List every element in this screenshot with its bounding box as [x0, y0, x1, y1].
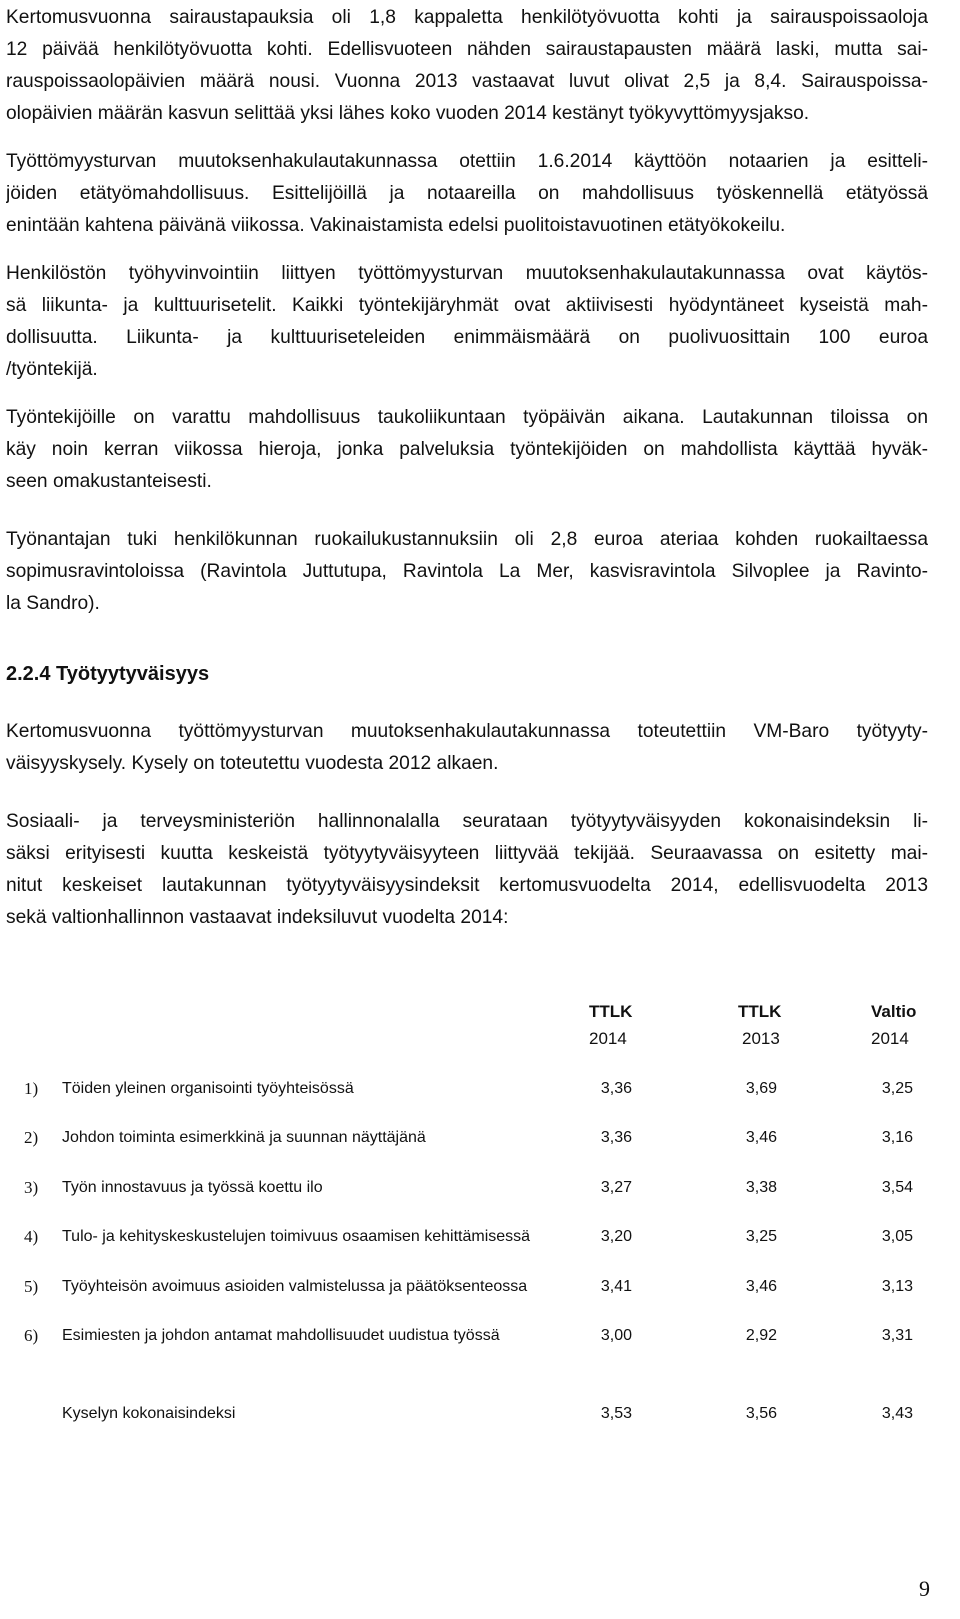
row-number: 2): [24, 1128, 39, 1147]
row-number: 3): [24, 1178, 39, 1197]
value-ttlk-2014: 3,41: [600, 1278, 632, 1295]
row-label: Esimiesten ja johdon antamat mahdollisuudet uudistua työssä: [62, 1327, 500, 1344]
text-line: sopimusravintoloissa (Ravintola Juttutupa, Ravintola La Mer, kasvisravintola Silvoplee ja Ravinto-: [6, 561, 928, 582]
column-header: Valtio: [871, 1002, 917, 1021]
column-header: TTLK: [589, 1002, 633, 1021]
text-line: 12 päivää henkilötyövuotta kohti. Edellisvuoteen nähden sairaustapausten määrä laski, mutta sai-: [6, 39, 928, 60]
text-line: Työttömyysturvan muutoksenhakulautakunnassa otettiin 1.6.2014 käyttöön notaarien ja esitteli-: [6, 151, 928, 172]
text-line: Sosiaali- ja terveysministeriön hallinnonalalla seurataan työtyytyväisyyden kokonaisindeksin li-: [6, 811, 928, 832]
text-line: olopäivien määrän kasvun selittää yksi lähes koko vuoden 2014 kestänyt työkyvyttömyysjakso.: [6, 103, 810, 124]
value-ttlk-2014: 3,36: [600, 1129, 632, 1146]
text-line: Kertomusvuonna sairaustapauksia oli 1,8 kappaletta henkilötyövuotta kohti ja sairauspoissaoloja: [6, 7, 928, 28]
text-line: la Sandro).: [6, 593, 100, 614]
section-heading: 2.2.4 Työtyytyväisyys: [6, 663, 210, 685]
value-ttlk-2013: 3,46: [745, 1129, 777, 1146]
page-number: 9: [919, 1576, 930, 1601]
row-number: 5): [24, 1277, 39, 1296]
row-label: Töiden yleinen organisointi työyhteisössä: [62, 1080, 354, 1097]
value-ttlk-2013: 3,38: [745, 1179, 777, 1196]
text-line: enintään kahtena päivänä viikossa. Vakinaistamista edelsi puolitoistavuotinen etätyökokeilu.: [6, 215, 786, 236]
text-line: seen omakustanteisesti.: [6, 471, 212, 492]
value-valtio-2014: 3,05: [881, 1228, 913, 1245]
value-ttlk-2014: 3,27: [600, 1179, 632, 1196]
total-label: Kyselyn kokonaisindeksi: [62, 1405, 236, 1422]
text-line: sä liikunta- ja kulttuurisetelit. Kaikki työntekijäryhmät ovat aktiivisesti hyödyntäneet kyseistä mah-: [6, 295, 928, 316]
text-line: säksi erityisesti kuutta keskeistä työtyytyväisyyteen liittyvää tekijää. Seuraavassa on esitetty mai-: [6, 843, 928, 864]
value-ttlk-2014: 3,20: [600, 1228, 632, 1245]
text-line: Työntekijöille on varattu mahdollisuus taukoliikuntaan työpäivän aikana. Lautakunnan tiloissa on: [6, 407, 928, 428]
column-header: TTLK: [738, 1002, 782, 1021]
text-line: Kertomusvuonna työttömyysturvan muutoksenhakulautakunnassa toteutettiin VM-Baro työtyyty-: [6, 721, 928, 742]
text-line: nitut keskeiset lautakunnan työtyytyväisyysindeksit kertomusvuodelta 2014, edellisvuodelta 2013: [6, 875, 928, 896]
value-valtio-2014: 3,54: [881, 1179, 913, 1196]
row-number: 1): [24, 1079, 39, 1098]
row-number: 4): [24, 1227, 39, 1246]
value-ttlk-2013: 3,69: [745, 1080, 777, 1097]
row-label: Työn innostavuus ja työssä koettu ilo: [62, 1179, 323, 1196]
value-ttlk-2013: 3,25: [745, 1228, 777, 1245]
value-ttlk-2013: 2,92: [745, 1327, 777, 1344]
total-valtio-2014: 3,43: [881, 1405, 913, 1422]
row-label: Johdon toiminta esimerkkinä ja suunnan näyttäjänä: [62, 1129, 426, 1146]
value-valtio-2014: 3,16: [881, 1129, 913, 1146]
value-ttlk-2013: 3,46: [745, 1278, 777, 1295]
total-ttlk-2013: 3,56: [745, 1405, 777, 1422]
total-ttlk-2014: 3,53: [600, 1405, 632, 1422]
row-label: Tulo- ja kehityskeskustelujen toimivuus osaamisen kehittämisessä: [62, 1228, 531, 1245]
text-line: dollisuutta. Liikunta- ja kulttuuriseteleiden enimmäismäärä on puolivuosittain 100 euroa: [6, 327, 928, 348]
text-line: /työntekijä.: [6, 359, 98, 380]
text-line: jöiden etätyömahdollisuus. Esittelijöillä ja notaareilla on mahdollisuus työskennellä etätyössä: [6, 183, 928, 204]
text-line: Työnantajan tuki henkilökunnan ruokailukustannuksiin oli 2,8 euroa ateriaa kohden ruokailtaessa: [6, 529, 928, 550]
value-ttlk-2014: 3,00: [600, 1327, 632, 1344]
value-valtio-2014: 3,25: [881, 1080, 913, 1097]
column-year: 2014: [871, 1029, 909, 1048]
value-valtio-2014: 3,31: [881, 1327, 913, 1344]
text-line: sekä valtionhallinnon vastaavat indeksiluvut vuodelta 2014:: [6, 907, 509, 928]
text-line: rauspoissaolopäivien määrä nousi. Vuonna 2013 vastaavat luvut olivat 2,5 ja 8,4. Sairauspoissa-: [6, 71, 928, 92]
text-line: käy noin kerran viikossa hieroja, jonka palveluksia työntekijöiden on mahdollista käyttää hyväk-: [6, 439, 928, 460]
column-year: 2013: [742, 1029, 780, 1048]
row-number: 6): [24, 1326, 39, 1345]
row-label: Työyhteisön avoimuus asioiden valmistelussa ja päätöksenteossa: [62, 1278, 528, 1295]
text-line: Henkilöstön työhyvinvointiin liittyen työttömyysturvan muutoksenhakulautakunnassa ovat käytös-: [6, 263, 928, 284]
value-valtio-2014: 3,13: [881, 1278, 913, 1295]
column-year: 2014: [589, 1029, 627, 1048]
text-line: väisyyskysely. Kysely on toteutettu vuodesta 2012 alkaen.: [6, 753, 499, 774]
value-ttlk-2014: 3,36: [600, 1080, 632, 1097]
